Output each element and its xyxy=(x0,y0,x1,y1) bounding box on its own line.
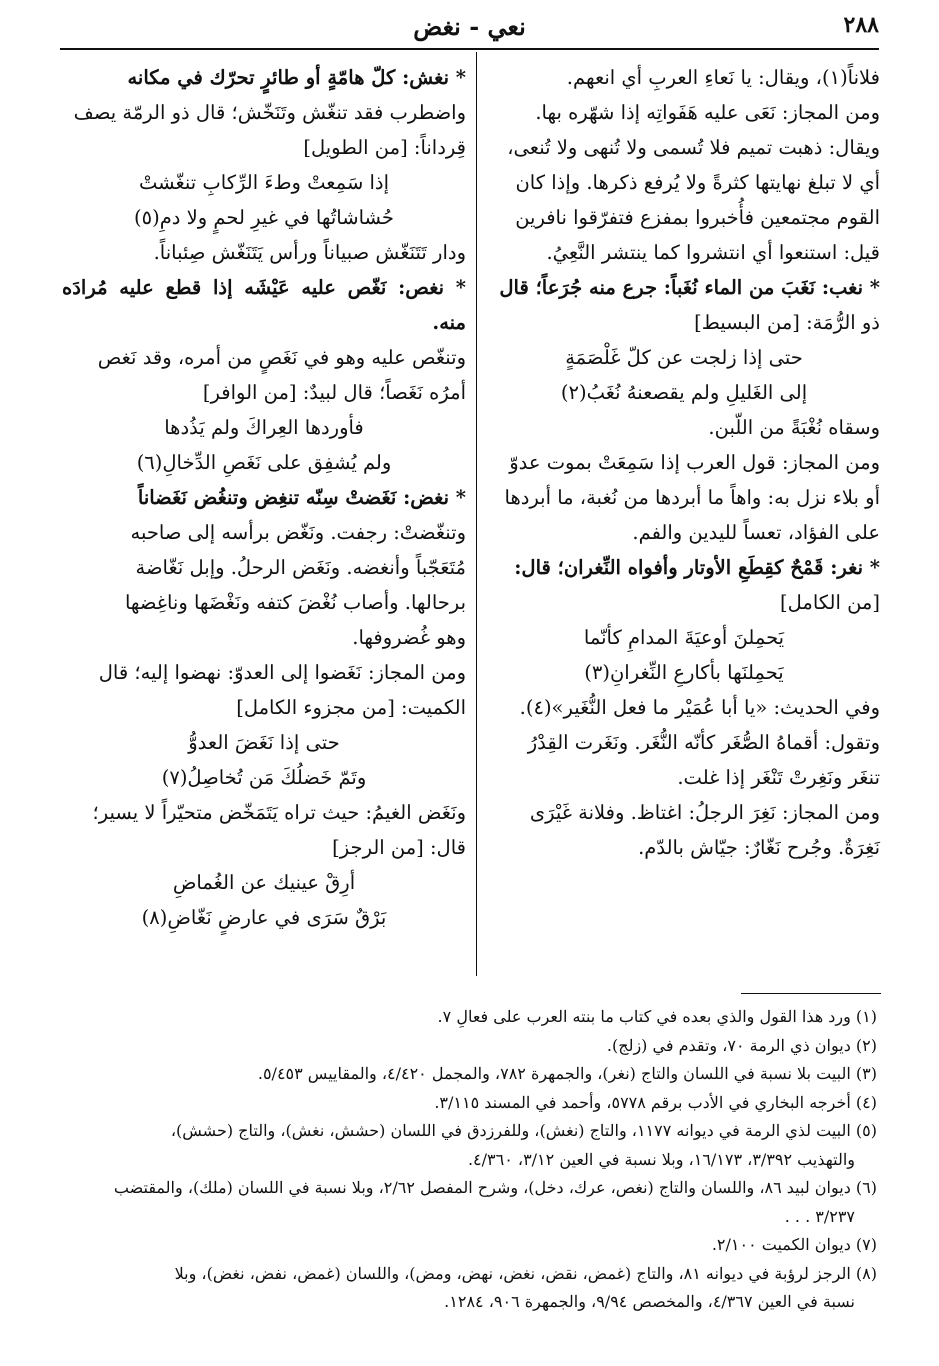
entry-heading-nghsh: * نغش: كلّ هامّةٍ أو طائرٍ تحرّك في مكانه xyxy=(127,66,466,89)
verse-line: فأوردها العِراكَ ولم يَذُدها xyxy=(164,416,364,439)
column-divider xyxy=(476,52,477,976)
right-column xyxy=(488,60,880,865)
text-line: ودار تَتَنَغّش صبياناً ورأس يَتَنَغّش صِئباناً. xyxy=(153,241,466,264)
footnote: (١) ورد هذا القول والذي بعده في كتاب ما بنته العرب على فعالِ ٧. xyxy=(437,1007,877,1026)
text-line: ونَغَض الغيمُ: حيث تراه يَتَمَخّض متحيّراً لا يسير؛ xyxy=(92,801,466,824)
text-line: قيل: استنعوا أي انتشروا كما ينتشر النَّعِيُ. xyxy=(546,241,880,264)
text-line: وفي الحديث: «يا أبا عُمَيْر ما فعل النُّغَير»(٤). xyxy=(519,696,880,719)
running-title: نعي - نغض xyxy=(413,12,526,41)
verse-line: حُشاشاتُها في غيرِ لحمٍ ولا دمِ(٥) xyxy=(134,206,394,229)
text-line: ذو الرُّمَة: [من البسيط] xyxy=(694,311,880,334)
text-line: ومن المجاز: نَغَضوا إلى العدوّ: نهضوا إليه؛ قال xyxy=(98,661,466,684)
footnote-continuation: نسبة في العين ٤/٣٦٧، والمخصص ٩/٩٤، والجمهرة ٩٠٦، ١٢٨٤. xyxy=(444,1292,855,1311)
entry-heading-nghd: * نغض: نَغَضتْ سِنّه تنغِض وتنغُض نَغَضاناً xyxy=(137,486,466,509)
footnote-rule xyxy=(741,993,881,994)
text-line: على الفؤاد، تعساً لليدين والفم. xyxy=(632,521,880,544)
footnote-continuation: ٣/٢٣٧ . . . xyxy=(784,1206,855,1226)
entry-heading-nghr: * نغر: قَمْحٌ كقِطَعِ الأوتار وأفواه النِّغران؛ قال: xyxy=(514,556,880,579)
entry-heading-nghb: * نغب: نَغَبَ من الماء نُغَباً: جرع منه جُرَعاً؛ قال xyxy=(499,276,880,299)
verse-line: حتى إذا نَغَضَ العدوُّ xyxy=(188,731,340,754)
text-line: أي لا تبلغ نهايتها كثرةً ولا يُرفع ذكرها. وإذا كان xyxy=(515,171,880,194)
footnote-continuation: والتهذيب ٣/٣٩٢، ١٦/١٧٣، وبلا نسبة في العين ٣/١٢، ٤/٣٦٠. xyxy=(467,1149,855,1169)
text-line: ومن المجاز: نَغِرَ الرجلُ: اغتاظ. وفلانة غَيْرَى xyxy=(529,801,880,824)
verse-line: إذا سَمِعتْ وطءَ الرِّكابِ تنغّشتْ xyxy=(138,171,390,194)
text-line: وسقاه نُغْبَةً من اللّبن. xyxy=(708,416,880,439)
text-line: واضطرب فقد تنغّش وتَنَخّش؛ قال ذو الرمّة يصف xyxy=(73,101,466,124)
verse-line: وتَمّ خَضلُكَ مَن تُخاصِلُ(٧) xyxy=(161,766,367,789)
verse-line: يَحمِلنَ أوعيَةَ المدامِ كأنّما xyxy=(583,626,785,649)
verse-line: يَحمِلنَها بأكارعِ النِّغرانِ(٣) xyxy=(584,661,784,684)
footnote: (٤) أخرجه البخاري في الأدب برقم ٥٧٧٨، وأحمد في المسند ٣/١١٥. xyxy=(434,1092,877,1112)
text-line: ويقال: ذهبت تميم فلا تُسمى ولا تُنهى ولا تُنعى، xyxy=(507,136,880,159)
text-line: نَغِرَةٌ. وجُرح نَغّارٌ: جيّاش بالدّم. xyxy=(638,836,880,859)
text-line: وتنغّص عليه وهو في نَغَصٍ من أمره، وقد نَغص xyxy=(97,346,466,369)
footnote: (٢) ديوان ذي الرمة ٧٠، وتقدم في (زلج). xyxy=(606,1035,877,1055)
footnotes xyxy=(60,1003,877,1317)
verse-line: إلى الغَليلِ ولم يقصعنهُ نُغَبُ(٢) xyxy=(560,381,808,404)
text-line: وتقول: أقماهُ الصُّغَر كأنّه النُّغَر. ونَغَرت القِدْرُ xyxy=(527,731,880,754)
text-line: قال: [من الرجز] xyxy=(332,836,466,859)
page-header xyxy=(60,12,879,48)
footnote: (٥) البيت لذي الرمة في ديوانه ١١٧٧، والتاج (نغش)، وللفرزدق في اللسان (حشش، نغش)، والتاج (حشش)، xyxy=(170,1121,877,1140)
text-line: القوم مجتمعين فأُخبروا بمفزع فتفرّقوا نافرين xyxy=(515,206,880,229)
text-line: الكميت: [من مجزوء الكامل] xyxy=(236,696,466,719)
text-line: أو بلاء نزل به: واهاً ما أبردها من نُغبة، ما أبردها xyxy=(504,486,880,509)
meter-label: [من الكامل] xyxy=(780,591,880,614)
text-line: برحالها. وأصاب نُغْضَ كتفه ونَغْضَها وناغِضها xyxy=(124,591,466,614)
footnote: (٧) ديوان الكميت ٢/١٠٠. xyxy=(711,1235,877,1254)
verse-line: أرِقْ عينيك عن الغُماضِ xyxy=(172,871,356,894)
verse-line: ولم يُشفِق على نَغَصِ الدِّخالِ(٦) xyxy=(136,451,392,474)
footnote: (٦) ديوان لبيد ٨٦، واللسان والتاج (نغص، عرك، دخل)، وشرح المفصل ٢/٦٢، وبلا نسبة في اللسان (ملك)، والمقتضب xyxy=(113,1178,877,1197)
text-line: تنغَر ونَغِرتْ تَنْغَر إذا غلت. xyxy=(677,766,880,789)
verse-line: حتى إذا زلجت عن كلّ غَلْصَمَةٍ xyxy=(565,346,803,369)
text-line: ومن المجاز: قول العرب إذا سَمِعَتْ بموت عدوّ xyxy=(509,451,880,474)
verse-line: بَرْقٌ سَرَى في عارضٍ نَغّاضِ(٨) xyxy=(141,906,387,929)
text-line: فلاناً(١)، ويقال: يا نَعاءِ العربِ أي انعهم. xyxy=(566,66,880,89)
entry-heading-nghs: * نغص: نَغّص عليه عَيْشَه إذا قطع عليه مُرادَه منه. xyxy=(62,276,466,334)
header-rule xyxy=(60,48,879,50)
text-line: وهو غُضروفها. xyxy=(352,626,466,649)
text-line: وتنغّضتْ: رجفت. ونَغّض برأسه إلى صاحبه xyxy=(130,521,466,544)
footnote: (٣) البيت بلا نسبة في اللسان والتاج (نغر)، والجمهرة ٧٨٢، والمجمل ٤/٤٢٠، والمقاييس ٥/٤٥٣. xyxy=(257,1064,877,1083)
text-line: أمرُه نَغَصاً؛ قال لبيدٌ: [من الوافر] xyxy=(202,381,466,404)
text-line: ومن المجاز: نَعَى عليه هَفَواتِه إذا شهّره بها. xyxy=(535,101,880,124)
text-line: قِرداناً: [من الطويل] xyxy=(303,136,466,159)
text-line: مُتَعَجّباً وأنغضه. ونَغَض الرحلُ. وإبل نَغّاضة xyxy=(135,556,466,579)
footnote: (٨) الرجز لرؤبة في ديوانه ٨١، والتاج (غمض، نقض، نغض، نهض، ومض)، واللسان (غمض، نفض، نغض)، وبلا xyxy=(174,1263,877,1283)
page-number: ٢٨٨ xyxy=(843,12,879,38)
left-column xyxy=(62,60,466,935)
